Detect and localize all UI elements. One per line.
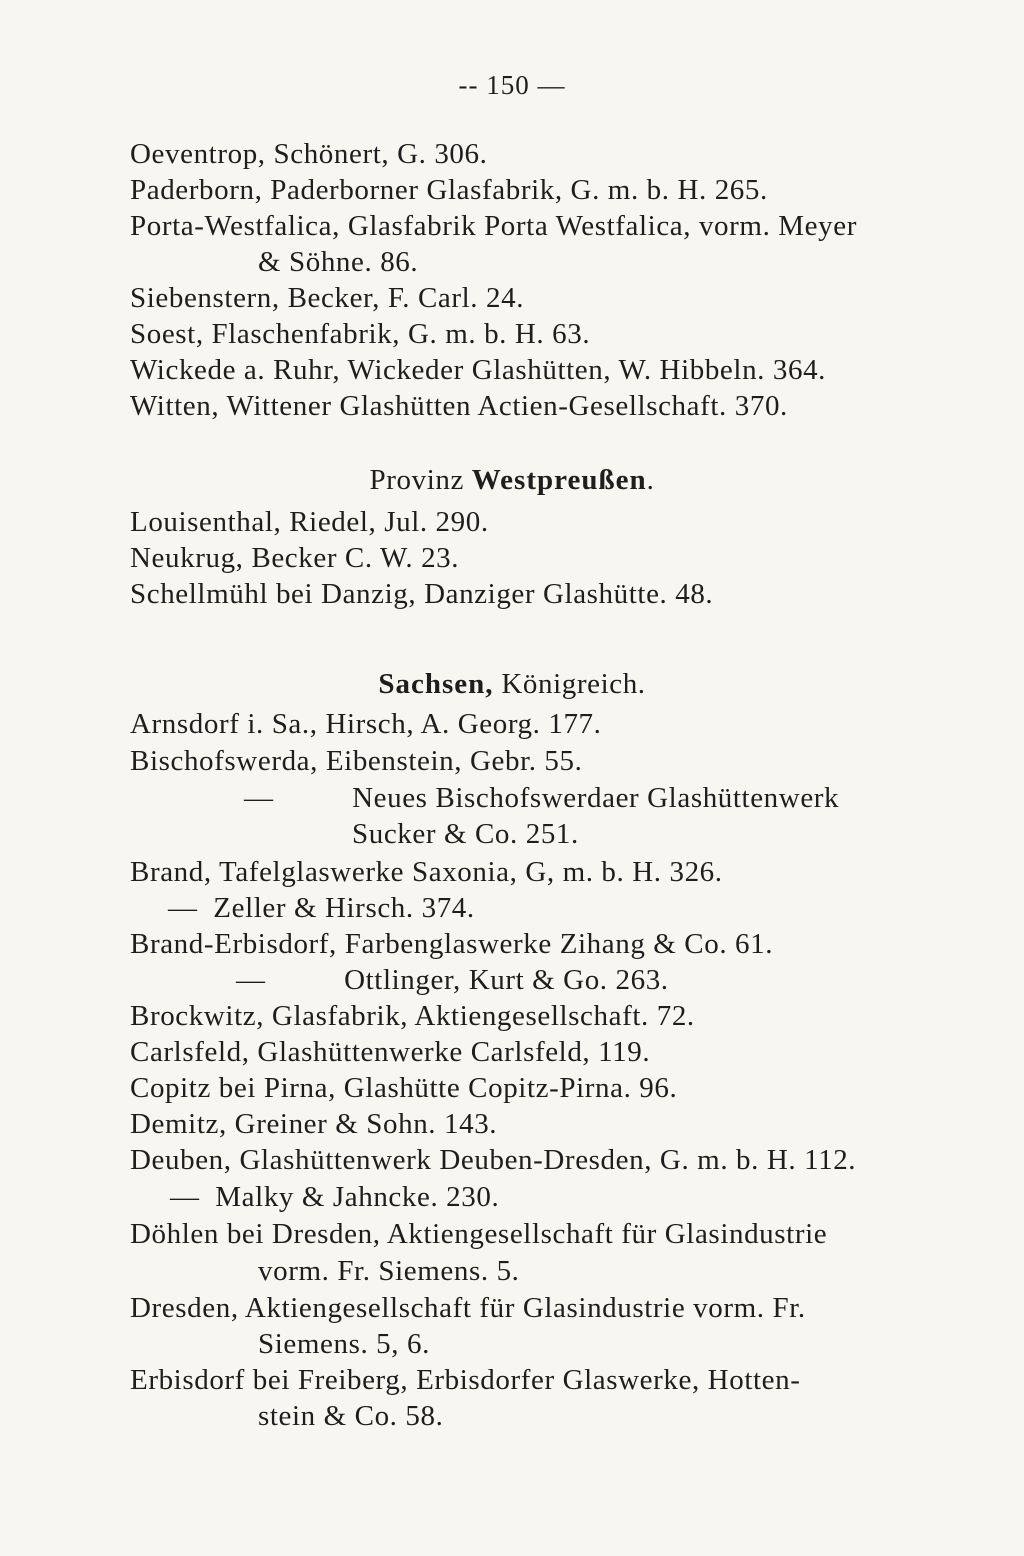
entry-brockwitz: Brockwitz, Glasfabrik, Aktiengesellschaft. 72. xyxy=(130,1000,695,1032)
entry-copitz: Copitz bei Pirna, Glashütte Copitz-Pirna. 96. xyxy=(130,1072,678,1104)
entry-carlsfeld: Carlsfeld, Glashüttenwerke Carlsfeld, 119. xyxy=(130,1036,651,1068)
entry-brand-erbisdorf-ottlinger: — Ottlinger, Kurt & Go. 263. xyxy=(236,964,669,996)
entry-neukrug: Neukrug, Becker C. W. 23. xyxy=(130,542,460,574)
entry-oeventrop: Oeventrop, Schönert, G. 306. xyxy=(130,138,488,170)
entry-bischofswerda-cont: Sucker & Co. 251. xyxy=(352,818,579,850)
page-number: -- 150 — xyxy=(458,70,566,100)
entry-doehlen: Döhlen bei Dresden, Aktiengesellschaft für Glasindustrie xyxy=(130,1218,828,1250)
entry-doehlen-cont: vorm. Fr. Siemens. 5. xyxy=(258,1255,520,1287)
entry-deuben-malky: — Malky & Jahncke. 230. xyxy=(170,1181,500,1213)
entry-demitz: Demitz, Greiner & Sohn. 143. xyxy=(130,1108,498,1140)
entry-brand: Brand, Tafelglaswerke Saxonia, G, m. b. H. 326. xyxy=(130,856,723,888)
entry-brand-zeller: — Zeller & Hirsch. 374. xyxy=(168,892,475,924)
entry-dresden-cont: Siemens. 5, 6. xyxy=(258,1328,430,1360)
heading-suffix: . xyxy=(646,464,655,496)
entry-soest: Soest, Flaschenfabrik, G. m. b. H. 63. xyxy=(130,318,591,350)
entry-paderborn: Paderborn, Paderborner Glasfabrik, G. m. b. H. 265. xyxy=(130,174,768,206)
heading-region-name: Westpreußen xyxy=(471,464,647,496)
heading-prefix: Provinz xyxy=(369,464,472,496)
entry-erbisdorf: Erbisdorf bei Freiberg, Erbisdorfer Glaswerke, Hotten- xyxy=(130,1364,801,1396)
entry-porta-westfalica-cont: & Söhne. 86. xyxy=(258,246,419,278)
section-heading-westpreussen xyxy=(0,462,1024,498)
entry-louisenthal: Louisenthal, Riedel, Jul. 290. xyxy=(130,506,489,538)
entry-bischofswerda: Bischofswerda, Eibenstein, Gebr. 55. xyxy=(130,745,583,777)
entry-siebenstern: Siebenstern, Becker, F. Carl. 24. xyxy=(130,282,525,314)
entry-deuben: Deuben, Glashüttenwerk Deuben-Dresden, G. m. b. H. 112. xyxy=(130,1144,857,1176)
heading-suffix: Königreich. xyxy=(493,668,646,700)
entry-wickede: Wickede a. Ruhr, Wickeder Glashütten, W. Hibbeln. 364. xyxy=(130,354,827,386)
heading-region-name: Sachsen, xyxy=(378,668,494,700)
entry-schellmuehl: Schellmühl bei Danzig, Danziger Glashütte. 48. xyxy=(130,578,714,610)
entry-dresden: Dresden, Aktiengesellschaft für Glasindustrie vorm. Fr. xyxy=(130,1292,806,1324)
entry-porta-westfalica: Porta-Westfalica, Glasfabrik Porta Westfalica, vorm. Meyer xyxy=(130,210,857,242)
section-heading-sachsen xyxy=(0,666,1024,702)
entry-arnsdorf: Arnsdorf i. Sa., Hirsch, A. Georg. 177. xyxy=(130,708,602,740)
entry-erbisdorf-cont: stein & Co. 58. xyxy=(258,1400,444,1432)
entry-witten: Witten, Wittener Glashütten Actien-Gesellschaft. 370. xyxy=(130,390,788,422)
entry-bischofswerda-neues: — Neues Bischofswerdaer Glashüttenwerk xyxy=(244,782,840,814)
entry-brand-erbisdorf: Brand-Erbisdorf, Farbenglaswerke Zihang & Co. 61. xyxy=(130,928,774,960)
